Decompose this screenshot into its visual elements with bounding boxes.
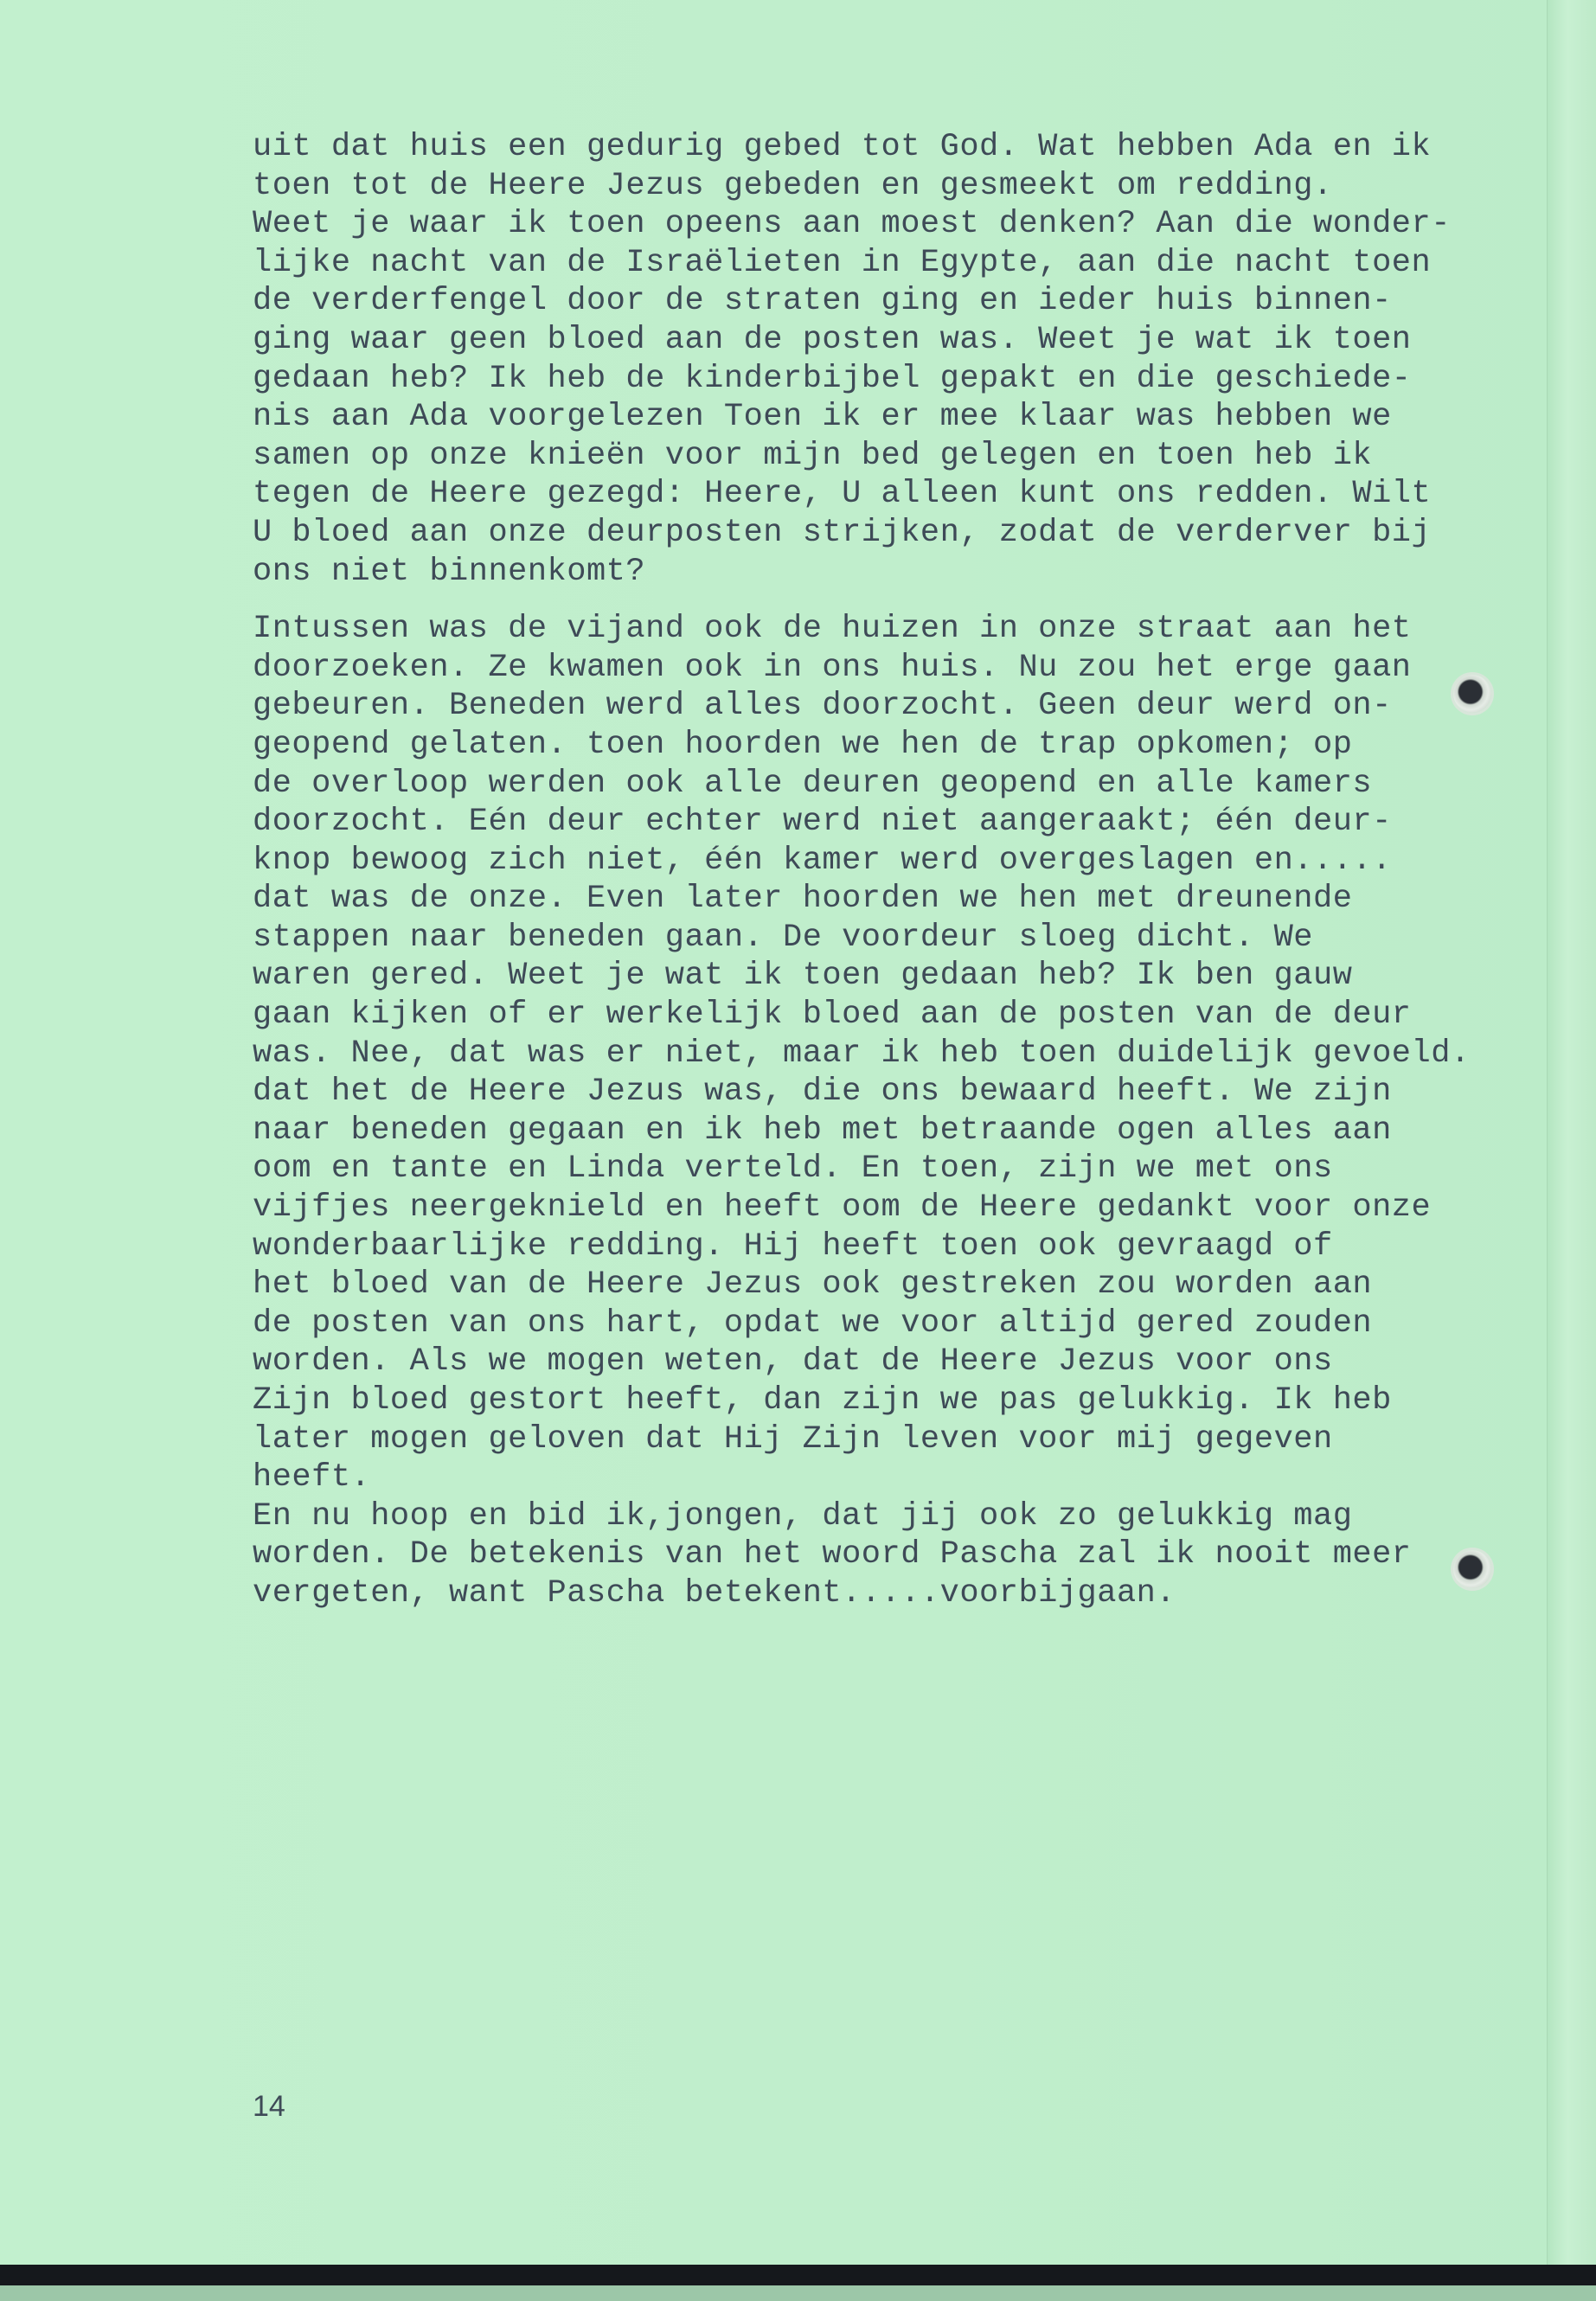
text-line: doorzoeken. Ze kwamen ook in ons huis. Nu zou het erge gaan [253, 649, 1412, 686]
paragraph-2 [253, 610, 1524, 1612]
text-line: ging waar geen bloed aan de posten was. Weet je wat ik toen [253, 321, 1412, 358]
text-line: de overloop werden ook alle deuren geopend en alle kamers [253, 765, 1373, 802]
text-line: gedaan heb? Ik heb de kinderbijbel gepakt en die geschiede- [253, 360, 1412, 397]
text-line: later mogen geloven dat Hij Zijn leven voor mij gegeven [253, 1420, 1333, 1458]
text-line: toen tot de Heere Jezus gebeden en gesmeekt om redding. [253, 167, 1333, 204]
text-line: samen op onze knieën voor mijn bed gelegen en toen heb ik [253, 437, 1373, 474]
text-line: dat het de Heere Jezus was, die ons bewaard heeft. We zijn [253, 1074, 1392, 1111]
text-line: gebeuren. Beneden werd alles doorzocht. Geen deur werd on- [253, 688, 1392, 725]
text-line: En nu hoop en bid ik,jongen, dat jij ook zo gelukkig mag [253, 1497, 1353, 1535]
text-line: U bloed aan onze deurposten strijken, zodat de verderver bij [253, 514, 1432, 551]
text-line: vergeten, want Pascha betekent.....voorbijgaan. [253, 1574, 1176, 1612]
text-line: de verderfengel door de straten ging en ieder huis binnen- [253, 283, 1392, 320]
text-line: de posten van ons hart, opdat we voor altijd gered zouden [253, 1304, 1373, 1342]
text-line: heeft. [253, 1459, 371, 1497]
text-line: stappen naar beneden gaan. De voordeur sloeg dicht. We [253, 919, 1313, 956]
text-line: geopend gelaten. toen hoorden we hen de trap opkomen; op [253, 726, 1353, 763]
text-line: vijfjes neergeknield en heeft oom de Heere gedankt voor onze [253, 1189, 1432, 1227]
text-line: Intussen was de vijand ook de huizen in onze straat aan het [253, 611, 1412, 648]
text-line: gaan kijken of er werkelijk bloed aan de posten van de deur [253, 997, 1412, 1034]
page-number: 14 [253, 2090, 285, 2123]
text-line: worden. De betekenis van het woord Pascha zal ik nooit meer [253, 1536, 1412, 1574]
text-line: Zijn bloed gestort heeft, dan zijn we pas gelukkig. Ik heb [253, 1382, 1392, 1419]
text-line: doorzocht. Eén deur echter werd niet aangeraakt; één deur- [253, 804, 1392, 841]
text-line: nis aan Ada voorgelezen Toen ik er mee klaar was hebben we [253, 399, 1392, 436]
text-line: dat was de onze. Even later hoorden we hen met dreunende [253, 881, 1353, 918]
text-line: uit dat huis een gedurig gebed tot God. Wat hebben Ada en ik [253, 129, 1432, 165]
text-line: het bloed van de Heere Jezus ook gestreken zou worden aan [253, 1266, 1373, 1304]
text-line: lijke nacht van de Israëlieten in Egypte, aan die nacht toen [253, 244, 1432, 281]
text-line: was. Nee, dat was er niet, maar ik heb toen duidelijk gevoeld. [253, 1035, 1471, 1072]
page-right-edge [1547, 0, 1596, 2301]
text-line: naar beneden gegaan en ik heb met betraande ogen alles aan [253, 1112, 1392, 1149]
body-text [253, 128, 1524, 1613]
text-line: ons niet binnenkomt? [253, 553, 646, 590]
text-line: wonderbaarlijke redding. Hij heeft toen ook gevraagd of [253, 1227, 1333, 1265]
text-line: knop bewoog zich niet, één kamer werd overgeslagen en..... [253, 842, 1392, 879]
text-line: tegen de Heere gezegd: Heere, U alleen kunt ons redden. Wilt [253, 476, 1432, 513]
paragraph-gap [253, 591, 1524, 610]
page-bottom-edge [0, 2265, 1596, 2285]
paragraph-1 [253, 128, 1524, 591]
text-line: Weet je waar ik toen opeens aan moest denken? Aan die wonder- [253, 206, 1451, 243]
text-line: worden. Als we mogen weten, dat de Heere Jezus voor ons [253, 1343, 1333, 1381]
text-line: oom en tante en Linda verteld. En toen, zijn we met ons [253, 1150, 1333, 1188]
text-line: waren gered. Weet je wat ik toen gedaan heb? Ik ben gauw [253, 958, 1353, 995]
page-bottom-shadow [0, 2285, 1596, 2301]
